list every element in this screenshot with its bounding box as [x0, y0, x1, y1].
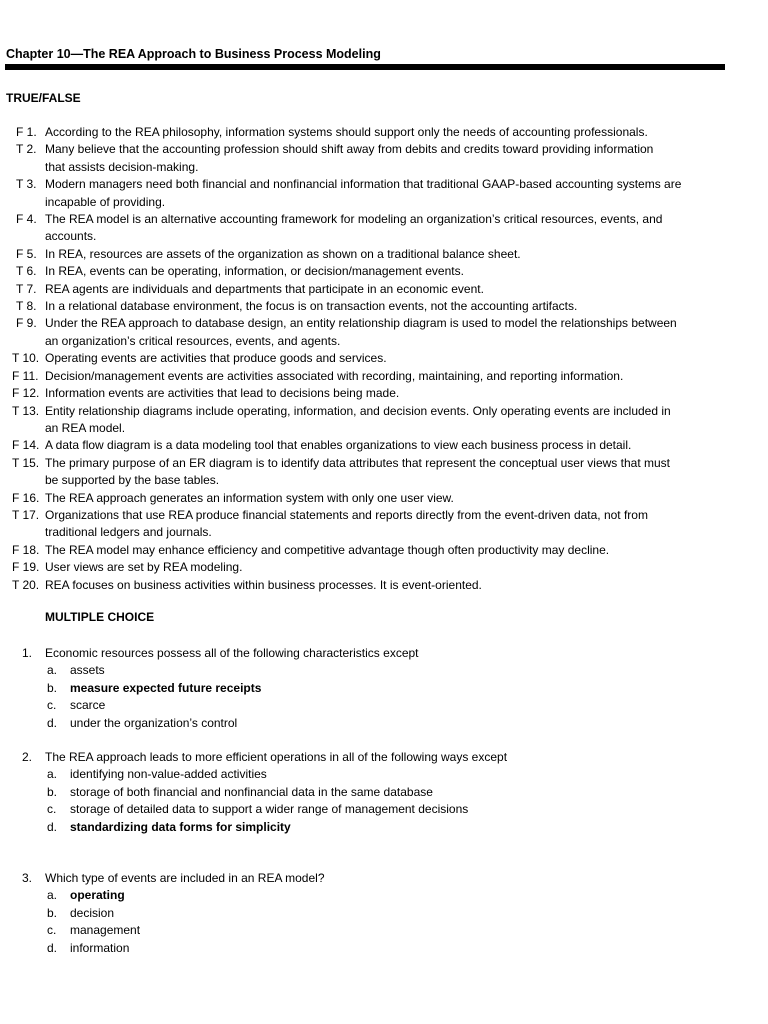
- tf-statement-line: an REA model.: [45, 420, 126, 435]
- tf-statement: [45, 315, 721, 350]
- mc-question-3: [0, 870, 768, 957]
- tf-item: [0, 368, 768, 385]
- tf-statement: [45, 281, 721, 298]
- tf-item: [0, 176, 768, 211]
- tf-item: [0, 559, 768, 576]
- option-text: operating: [70, 888, 125, 903]
- tf-answer-number: F 1.: [16, 125, 37, 139]
- tf-statement-line: Modern managers need both financial and nonfinancial information that traditional GAAP-based accounting systems are: [45, 177, 682, 192]
- tf-statement-line: The REA approach generates an information system with only one user view.: [45, 490, 454, 505]
- tf-item: [0, 437, 768, 454]
- tf-statement-line: Decision/management events are activities associated with recording, maintaining, and reporting information.: [45, 368, 624, 383]
- option-letter: d.: [47, 715, 58, 730]
- tf-statement-line: be supported by the base tables.: [45, 473, 220, 488]
- mc-question-2: [0, 749, 768, 836]
- tf-item: [0, 577, 768, 594]
- answer-option: [0, 801, 768, 818]
- tf-answer-number: T 13.: [12, 403, 40, 418]
- tf-statement-line: In a relational database environment, the focus is on transaction events, not the accounting artifacts.: [45, 299, 578, 314]
- tf-statement-line: an organization’s critical resources, events, and agents.: [45, 333, 341, 348]
- answer-option: [0, 680, 768, 697]
- option-letter: c.: [47, 698, 57, 713]
- answer-option: [0, 662, 768, 679]
- answer-option: [0, 940, 768, 957]
- tf-statement-line: In REA, events can be operating, information, or decision/management events.: [45, 264, 464, 279]
- tf-statement-line: traditional ledgers and journals.: [45, 525, 212, 540]
- question-stem: Which type of events are included in an REA model?: [45, 871, 325, 885]
- true-false-list: [0, 124, 768, 594]
- question-stem: Economic resources possess all of the following characteristics except: [45, 646, 419, 660]
- question-number: 1.: [22, 646, 33, 660]
- option-letter: c.: [47, 923, 57, 938]
- tf-statement: [45, 368, 721, 385]
- tf-answer-number: F 18.: [12, 542, 40, 557]
- option-text: standardizing data forms for simplicity: [70, 819, 291, 834]
- tf-statement-line: REA focuses on business activities within business processes. It is event-oriented.: [45, 577, 482, 592]
- tf-item: [0, 385, 768, 402]
- tf-statement: [45, 437, 721, 454]
- answer-option: [0, 715, 768, 732]
- tf-statement-line: User views are set by REA modeling.: [45, 560, 243, 575]
- tf-answer-number: T 15.: [12, 455, 40, 470]
- tf-answer-number: T 6.: [16, 264, 37, 279]
- answer-option: [0, 887, 768, 904]
- tf-statement: [45, 385, 721, 402]
- tf-answer-number: T 2.: [16, 142, 37, 157]
- tf-item: [0, 298, 768, 315]
- tf-statement-line: In REA, resources are assets of the organization as shown on a traditional balance sheet.: [45, 246, 521, 261]
- tf-answer-number: F 14.: [12, 438, 40, 453]
- tf-item: [0, 141, 768, 176]
- tf-statement-line: Operating events are activities that produce goods and services.: [45, 351, 387, 366]
- tf-answer-number: F 5.: [16, 246, 37, 261]
- tf-statement-line: REA agents are individuals and departments that participate in an economic event.: [45, 281, 484, 296]
- answer-option: [0, 784, 768, 801]
- tf-statement: [45, 211, 721, 246]
- tf-statement: [45, 455, 721, 490]
- tf-answer-number: T 8.: [16, 299, 37, 314]
- option-text: assets: [70, 663, 105, 678]
- tf-statement-line: The REA model may enhance efficiency and competitive advantage though often productivity may decline.: [45, 542, 610, 557]
- tf-answer-number: T 3.: [16, 177, 37, 192]
- question-number: 3.: [22, 871, 33, 885]
- multiple-choice-heading: MULTIPLE CHOICE: [45, 610, 155, 624]
- tf-statement-line: A data flow diagram is a data modeling tool that enables organizations to view each business process in detail.: [45, 438, 632, 453]
- tf-item: [0, 507, 768, 542]
- tf-statement: [45, 559, 721, 576]
- tf-statement-line: accounts.: [45, 229, 97, 244]
- tf-answer-number: T 17.: [12, 507, 40, 522]
- answer-option: [0, 766, 768, 783]
- tf-statement-line: Under the REA approach to database design, an entity relationship diagram is used to model the relationships between: [45, 316, 677, 331]
- tf-answer-number: T 7.: [16, 281, 37, 296]
- tf-statement-line: Entity relationship diagrams include operating, information, and decision events. Only operating events are included in: [45, 403, 671, 418]
- tf-answer-number: F 16.: [12, 490, 40, 505]
- tf-statement: [45, 542, 721, 559]
- option-letter: d.: [47, 819, 58, 834]
- option-text: identifying non-value-added activities: [70, 767, 267, 782]
- tf-item: [0, 246, 768, 263]
- tf-statement-line: incapable of providing.: [45, 194, 166, 209]
- answer-option: [0, 905, 768, 922]
- tf-statement: [45, 176, 721, 211]
- option-letter: b.: [47, 784, 58, 799]
- tf-statement: [45, 350, 721, 367]
- tf-statement: [45, 507, 721, 542]
- tf-item: [0, 211, 768, 246]
- tf-answer-number: F 9.: [16, 316, 37, 331]
- tf-statement: [45, 246, 721, 263]
- tf-item: [0, 315, 768, 350]
- tf-item: [0, 124, 768, 141]
- option-text: scarce: [70, 698, 106, 713]
- option-text: management: [70, 923, 141, 938]
- mc-question-1: [0, 645, 768, 732]
- tf-statement: [45, 124, 721, 141]
- tf-item: [0, 455, 768, 490]
- tf-answer-number: T 20.: [12, 577, 40, 592]
- tf-answer-number: F 12.: [12, 386, 40, 401]
- tf-statement-line: The primary purpose of an ER diagram is to identify data attributes that represent the conceptual user views that must: [45, 455, 670, 470]
- option-text: storage of detailed data to support a wider range of management decisions: [70, 802, 469, 817]
- tf-statement-line: Many believe that the accounting profession should shift away from debits and credits toward providing information: [45, 142, 654, 157]
- tf-statement: [45, 141, 721, 176]
- tf-statement-line: Information events are activities that lead to decisions being made.: [45, 386, 400, 401]
- tf-statement-line: The REA model is an alternative accounting framework for modeling an organization’s critical resources, events, and: [45, 212, 663, 227]
- answer-option: [0, 922, 768, 939]
- tf-statement-line: According to the REA philosophy, information systems should support only the needs of accounting professionals.: [45, 125, 648, 139]
- tf-item: [0, 403, 768, 438]
- option-text: under the organization’s control: [70, 715, 238, 730]
- header-rule: [5, 64, 725, 70]
- tf-statement: [45, 577, 721, 594]
- option-letter: b.: [47, 905, 58, 920]
- tf-answer-number: F 11.: [12, 368, 39, 383]
- tf-statement-line: Organizations that use REA produce financial statements and reports directly from the event-driven data, not from: [45, 507, 648, 522]
- tf-answer-number: T 10.: [12, 351, 40, 366]
- question-stem-row: [0, 749, 768, 766]
- tf-item: [0, 281, 768, 298]
- option-letter: a.: [47, 663, 58, 678]
- tf-item: [0, 490, 768, 507]
- option-text: measure expected future receipts: [70, 680, 262, 695]
- option-letter: b.: [47, 680, 58, 695]
- option-text: storage of both financial and nonfinancial data in the same database: [70, 784, 433, 799]
- option-text: decision: [70, 905, 115, 920]
- answer-option: [0, 819, 768, 836]
- tf-statement: [45, 403, 721, 438]
- question-stem-row: [0, 645, 768, 662]
- tf-item: [0, 263, 768, 280]
- option-letter: d.: [47, 940, 58, 955]
- option-text: information: [70, 940, 130, 955]
- tf-statement: [45, 490, 721, 507]
- tf-item: [0, 542, 768, 559]
- question-number: 2.: [22, 750, 33, 764]
- true-false-heading: TRUE/FALSE: [6, 91, 81, 105]
- option-letter: a.: [47, 888, 58, 903]
- question-stem: The REA approach leads to more efficient operations in all of the following ways except: [45, 750, 508, 764]
- tf-statement: [45, 298, 721, 315]
- tf-statement-line: that assists decision-making.: [45, 159, 199, 174]
- tf-answer-number: F 19.: [12, 560, 40, 575]
- tf-statement: [45, 263, 721, 280]
- option-letter: a.: [47, 767, 58, 782]
- option-letter: c.: [47, 802, 57, 817]
- tf-item: [0, 350, 768, 367]
- tf-answer-number: F 4.: [16, 212, 37, 227]
- answer-option: [0, 697, 768, 714]
- chapter-title: Chapter 10—The REA Approach to Business Process Modeling: [6, 47, 381, 61]
- question-stem-row: [0, 870, 768, 887]
